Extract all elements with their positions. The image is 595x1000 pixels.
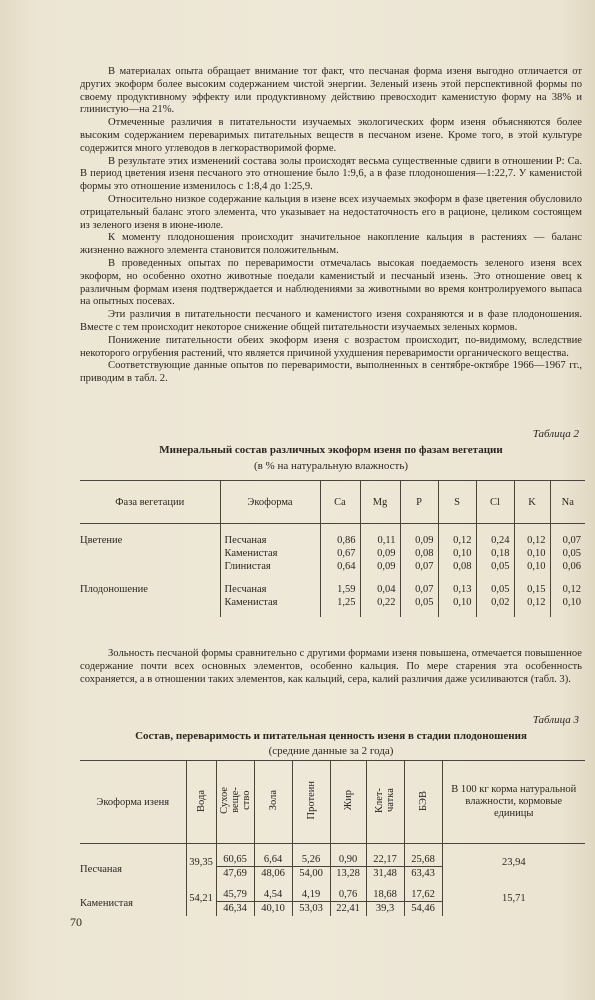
table2-header-row bbox=[80, 481, 585, 524]
table-row bbox=[80, 844, 585, 882]
table2-header: K bbox=[514, 481, 550, 524]
table2-value: 0,05 bbox=[476, 560, 514, 573]
table3-value-cell bbox=[216, 881, 254, 916]
table3-digestibility-value: 13,28 bbox=[336, 868, 360, 879]
table2-value: 1,59 bbox=[320, 583, 360, 596]
table3-composition-value: 17,62 bbox=[405, 887, 442, 902]
table2-value: 0,10 bbox=[438, 596, 476, 617]
table2-spacer-cell bbox=[360, 524, 400, 535]
table2-value: 0,15 bbox=[514, 583, 550, 596]
table-row bbox=[80, 547, 585, 560]
table3-composition-value: 5,26 bbox=[293, 852, 330, 867]
table3-digestibility-value: 53,03 bbox=[299, 903, 323, 914]
table2-header: S bbox=[438, 481, 476, 524]
table2-ecoform: Каменистая bbox=[220, 596, 320, 617]
table2-value: 0,05 bbox=[476, 583, 514, 596]
table2-value: 0,86 bbox=[320, 534, 360, 547]
table-row bbox=[80, 560, 585, 573]
table3-digestibility-value: 22,41 bbox=[336, 903, 360, 914]
table2-phase: Плодоношение bbox=[80, 584, 148, 595]
table2-value: 0,12 bbox=[514, 534, 550, 547]
table2-value: 0,13 bbox=[438, 583, 476, 596]
table2-header: Ca bbox=[320, 481, 360, 524]
table2-header: Фаза вегетации bbox=[80, 481, 220, 524]
paragraph: Зольность песчаной формы сравнительно с другими формами изеня повышена, отмечается повышенное содержание почти всех основных элементов, особенно кальция. По мере старения эта особенность сохраняется, а в отношении таких элементов, как кальций, сера, калий различия даже усиливаются (табл. 3). bbox=[80, 648, 582, 685]
table3-header: Вода bbox=[186, 761, 216, 844]
table2-header: P bbox=[400, 481, 438, 524]
table2-value: 0,10 bbox=[550, 596, 585, 617]
table3 bbox=[80, 760, 585, 916]
body-text-2 bbox=[80, 648, 582, 686]
table2-value: 0,07 bbox=[550, 534, 585, 547]
table2-caption: Таблица 2 bbox=[532, 428, 579, 440]
table3-value-cell bbox=[404, 844, 442, 882]
table3-ecoform: Каменистая bbox=[80, 898, 133, 909]
table3-composition-value: 22,17 bbox=[367, 852, 404, 867]
table2-phase: Цветение bbox=[80, 535, 123, 546]
table2-ecoform: Глинистая bbox=[220, 560, 320, 573]
table2-spacer-cell bbox=[320, 573, 360, 583]
table2-spacer-cell bbox=[220, 573, 320, 583]
table3-header: Жир bbox=[330, 761, 366, 844]
table2-value: 0,12 bbox=[438, 534, 476, 547]
table3-digestibility-value: 40,10 bbox=[261, 903, 285, 914]
page-number: 70 bbox=[70, 915, 82, 929]
table3-header-row bbox=[80, 761, 585, 844]
table2-value: 0,07 bbox=[400, 560, 438, 573]
table2-value: 0,10 bbox=[514, 547, 550, 560]
table3-composition-value: 0,90 bbox=[331, 852, 366, 867]
table2-header: Экоформа bbox=[220, 481, 320, 524]
paragraph: Соответствующие данные опытов по переваримости, выполненных в сентябре-октябре 1966—1967 гг., приводим в табл. 2. bbox=[80, 360, 582, 385]
table3-value-cell bbox=[404, 881, 442, 916]
table2-subtitle: (в % на натуральную влажность) bbox=[253, 460, 409, 472]
table3-digestibility-value: 48,06 bbox=[261, 868, 285, 879]
table2-phase bbox=[80, 547, 220, 560]
table3-composition-value: 25,68 bbox=[405, 852, 442, 867]
table2-spacer-cell bbox=[514, 573, 550, 583]
paragraph: В материалах опыта обращает внимание тот факт, что песчаная форма изеня выгодно отличается от других экоформ более высоким содержанием чистой энергии. Зеленый изень этой перспективной формы по своему продуктивному эффекту или продуктивному действию превосходит каменистую форму на 38% и глинистую—на 21%. bbox=[80, 66, 582, 116]
table3-composition-value: 0,76 bbox=[331, 887, 366, 902]
table2-spacer-cell bbox=[438, 573, 476, 583]
table2-value: 0,11 bbox=[360, 534, 400, 547]
table2-spacer-cell bbox=[514, 524, 550, 535]
table3-water: 54,21 bbox=[186, 881, 216, 916]
table3-caption: Таблица 3 bbox=[532, 714, 579, 726]
paragraph: Понижение питательности обеих экоформ изеня с возрастом происходит, по-видимому, вследствие некоторого огрубения растений, что является причиной ухудшения переваримости органического вещества. bbox=[80, 334, 582, 359]
table3-digestibility-value: 54,46 bbox=[411, 903, 435, 914]
table2-value: 0,24 bbox=[476, 534, 514, 547]
table2-spacer-cell bbox=[80, 524, 220, 535]
table3-value-cell bbox=[292, 844, 330, 882]
paragraph: Эти различия в питательности песчаного и каменистого изеня сохраняются и в фазе плодоношения. Вместе с тем происходит некоторое снижение общей питательности изучаемых зеленых кормов. bbox=[80, 309, 582, 333]
table3-digestibility-value: 63,43 bbox=[411, 868, 435, 879]
table2-spacer-cell bbox=[400, 573, 438, 583]
table-row bbox=[80, 881, 585, 916]
table2-value: 0,08 bbox=[438, 560, 476, 573]
table3-composition-value: 4,54 bbox=[255, 887, 292, 902]
table2-value: 0,07 bbox=[400, 583, 438, 596]
table3-composition-value: 18,68 bbox=[367, 887, 404, 902]
table2-value: 0,09 bbox=[400, 534, 438, 547]
table3-feed-units: 23,94 bbox=[442, 844, 585, 882]
table2-value: 0,05 bbox=[550, 547, 585, 560]
table2-value: 0,64 bbox=[320, 560, 360, 573]
table3-digestibility-value: 47,69 bbox=[223, 868, 247, 879]
table3-title: Состав, переваримость и питательная ценность изеня в стадии плодоношения bbox=[135, 730, 527, 742]
table3-subtitle: (средние данные за 2 года) bbox=[268, 745, 394, 757]
table3-value-cell bbox=[254, 881, 292, 916]
table2-value: 0,09 bbox=[360, 560, 400, 573]
table3-value-cell bbox=[330, 844, 366, 882]
table3-header: Протеин bbox=[292, 761, 330, 844]
table2-value: 0,08 bbox=[400, 547, 438, 560]
table2-header: Cl bbox=[476, 481, 514, 524]
table3-composition-value: 45,79 bbox=[217, 887, 254, 902]
paragraph: В проведенных опытах по переваримости отмечалась высокая поедаемость зеленого изеня всех экоформ, но особенно охотно животные поедали каменистый и песчаный изень. Это отношение овец к различным формам изеня подтверждается и наблюдениями за животными во время контролируемого выпаса на опытных посевах. bbox=[80, 257, 582, 308]
table2-header: Na bbox=[550, 481, 585, 524]
table2-spacer-cell bbox=[550, 524, 585, 535]
table2-phase bbox=[80, 596, 220, 617]
table2-ecoform: Песчаная bbox=[220, 583, 320, 596]
table2-value: 0,04 bbox=[360, 583, 400, 596]
paragraph: В результате этих изменений состава золы происходят весьма существенные сдвиги в отношении P: Ca. В период цветения изеня песчаного это отношение было 1:9,6, а в фазе плодоношения—1:22,7. У каменистой формы это отношение изменилось с 1:8,4 до 1:25,9. bbox=[80, 155, 582, 193]
table3-digestibility-value: 46,34 bbox=[223, 903, 247, 914]
table2 bbox=[80, 480, 585, 617]
table3-digestibility-value: 54,00 bbox=[299, 868, 323, 879]
table2-ecoform: Песчаная bbox=[220, 534, 320, 547]
table2-value: 0,06 bbox=[550, 560, 585, 573]
table2-value: 1,25 bbox=[320, 596, 360, 617]
table2-spacer-cell bbox=[476, 524, 514, 535]
paragraph: Отмеченные различия в питательности изучаемых экологических форм изеня объясняются более высоким содержанием переваримых питательных веществ в песчаном изене. Кроме того, в этой культуре содержится много углеводов в легкорастворимой форме. bbox=[80, 117, 582, 154]
table3-composition-value: 60,65 bbox=[217, 852, 254, 867]
table-row bbox=[80, 583, 585, 596]
table3-header: БЭВ bbox=[404, 761, 442, 844]
table-row bbox=[80, 534, 585, 547]
table2-value: 0,12 bbox=[550, 583, 585, 596]
table2-spacer-cell bbox=[550, 573, 585, 583]
body-text bbox=[80, 66, 582, 386]
table3-value-cell bbox=[254, 844, 292, 882]
table3-value-cell bbox=[216, 844, 254, 882]
table3-composition-value: 4,19 bbox=[293, 887, 330, 902]
table2-value: 0,10 bbox=[438, 547, 476, 560]
table2-header: Mg bbox=[360, 481, 400, 524]
paragraph: Относительно низкое содержание кальция в изене всех изучаемых экоформ в фазе цветения обусловило отрицательный баланс этого элемента, что указывает на недостаточность его в рационе, целиком состоящем из зеленого изеня в июне-июле. bbox=[80, 193, 582, 231]
table2-spacer-cell bbox=[220, 524, 320, 535]
table2-value: 0,22 bbox=[360, 596, 400, 617]
table3-feed-units: 15,71 bbox=[442, 881, 585, 916]
table3-header: Клет- чатка bbox=[366, 761, 404, 844]
table2-spacer-cell bbox=[476, 573, 514, 583]
table3-ecoform: Песчаная bbox=[80, 864, 123, 875]
table2-spacer-cell bbox=[320, 524, 360, 535]
table3-composition-value: 6,64 bbox=[255, 852, 292, 867]
table2-value: 0,12 bbox=[514, 596, 550, 617]
table2-phase bbox=[80, 560, 220, 573]
table2-spacer bbox=[80, 524, 585, 535]
table2-spacer-cell bbox=[438, 524, 476, 535]
table3-value-cell bbox=[330, 881, 366, 916]
table-row bbox=[80, 596, 585, 617]
table3-value-cell bbox=[292, 881, 330, 916]
table2-value: 0,05 bbox=[400, 596, 438, 617]
table3-value-cell bbox=[366, 844, 404, 882]
table2-title: Минеральный состав различных экоформ изеня по фазам вегетации bbox=[159, 444, 503, 456]
paragraph: К моменту плодоношения происходит значительное накопление кальция в растениях — баланс жизненно важного элемента становится положительным. bbox=[80, 232, 582, 257]
table3-water: 39,35 bbox=[186, 844, 216, 882]
table3-header: Зола bbox=[254, 761, 292, 844]
table2-value: 0,18 bbox=[476, 547, 514, 560]
table2-spacer bbox=[80, 573, 585, 583]
table3-header: Сухое веще- ство bbox=[216, 761, 254, 844]
table3-value-cell bbox=[366, 881, 404, 916]
table2-ecoform: Каменистая bbox=[220, 547, 320, 560]
table2-spacer-cell bbox=[360, 573, 400, 583]
table2-spacer-cell bbox=[80, 573, 220, 583]
table2-value: 0,67 bbox=[320, 547, 360, 560]
table2-value: 0,10 bbox=[514, 560, 550, 573]
table2-value: 0,09 bbox=[360, 547, 400, 560]
table3-digestibility-value: 31,48 bbox=[373, 868, 397, 879]
table2-value: 0,02 bbox=[476, 596, 514, 617]
table3-header: В 100 кг корма натуральной влажности, кормовые единицы bbox=[442, 761, 585, 844]
table3-digestibility-value: 39,3 bbox=[375, 903, 395, 914]
table2-spacer-cell bbox=[400, 524, 438, 535]
table3-header: Экоформа изеня bbox=[80, 761, 186, 844]
